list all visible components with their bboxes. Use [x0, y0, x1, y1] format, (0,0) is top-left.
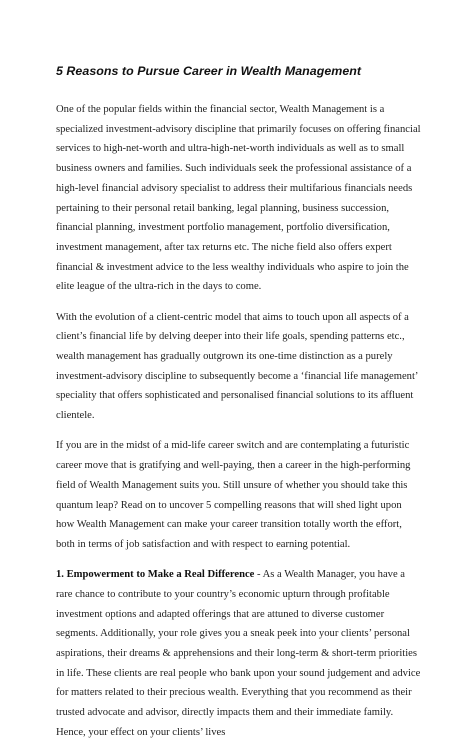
document-title: 5 Reasons to Pursue Career in Wealth Management [56, 64, 362, 78]
career-switch-paragraph: If you are in the midst of a mid-life career switch and are contemplating a futuristic career move that is gratifying and well-paying, then a career in the high-performing field of Wealth Management suits you. Still unsure of whether you should take this quantum leap? Read on to uncover 5 compelling reasons that will shed light upon how Wealth Management can make your career transition totally worth the effort, both in terms of job satisfaction and with respect to earning potential. [56, 440, 411, 550]
document-body [56, 62, 422, 753]
client-centric-paragraph: With the evolution of a client-centric model that aims to touch upon all aspects of a client’s financial life by delving deeper into their life goals, spending patterns etc., wealth management has gradually outgrown its one-time distinction as a purely investment-advisory discipline to subsequently become a ‘financial life management’ speciality that offers sophisticated and personalised financial solutions to its affluent clientele. [56, 311, 418, 422]
reason-1-paragraph [56, 565, 422, 742]
intro-paragraph: One of the popular fields within the financial sector, Wealth Management is a specialized investment-advisory discipline that primarily focuses on offering financial services to high-net-worth and ultra-high-net-worth individuals as well as to small business owners and families. Such individuals seek the professional assistance of a high-level financial advisory specialist to address their multifarious financials needs pertaining to their personal retail banking, legal planning, business succession, financial planning, investment portfolio management, portfolio diversification, investment management, after tax returns etc. The niche field also offers expert financial & investment advice to the less wealthy individuals who aspire to join the elite league of the ultra-rich in the days to come. [56, 104, 421, 293]
reason-1-heading: 1. Empowerment to Make a Real Difference [56, 569, 255, 581]
reason-1-body: - As a Wealth Manager, you have a rare chance to contribute to your country’s economic upturn through profitable investment options and adapted offerings that are attuned to diverse customer segments. Additionally, your role gives you a sneak peek into your clients’ personal aspirations, their dreams & apprehensions and their long-term & short-term priorities in life. These clients are real people who bank upon your sound judgement and advice for matters related to their precious wealth. Everything that you recommend as their trusted advocate and advisor, directly impacts them and their immediate family. Hence, your effect on your clients’ lives [56, 569, 421, 738]
